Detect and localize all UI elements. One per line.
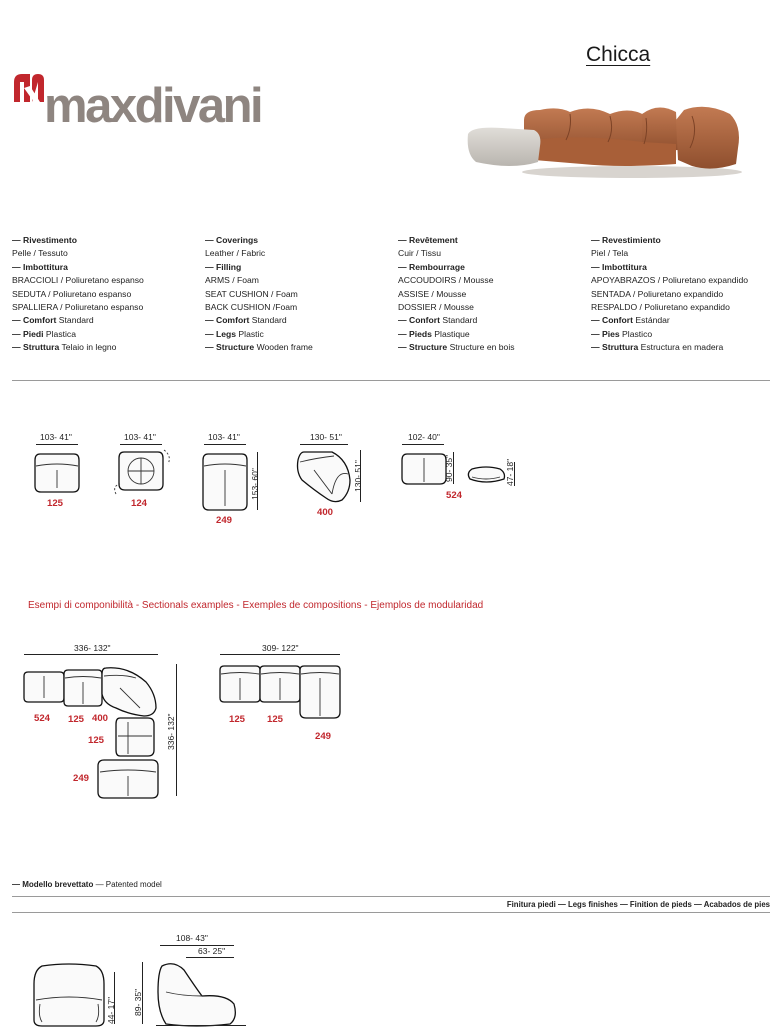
spec-value: BRACCIOLI / Poliuretano espanso	[12, 275, 144, 286]
side-seat-depth: 63- 25"	[198, 946, 226, 956]
spec-label: — Coverings	[205, 235, 259, 245]
module-524-drawing	[401, 452, 447, 486]
spec-label: — Revestimiento	[591, 235, 661, 245]
composition-b-code-249: 249	[315, 731, 332, 742]
dimension-line	[220, 654, 340, 655]
specs-spanish	[591, 234, 776, 355]
composition-a-code-400: 400	[92, 713, 109, 724]
patent-label: — Modello brevettato	[12, 880, 94, 889]
spec-line	[12, 274, 197, 287]
side-view-profile-drawing	[156, 962, 238, 1028]
spec-line	[591, 274, 776, 287]
spec-line	[591, 314, 776, 327]
spec-value: ARMS / Foam	[205, 275, 259, 286]
composition-a-code-125: 125	[68, 714, 85, 725]
sofa-photo	[462, 98, 746, 180]
spec-label: — Rivestimento	[12, 235, 77, 245]
spec-line	[398, 261, 583, 274]
spec-line	[591, 288, 776, 301]
module-524-side-drawing	[466, 465, 506, 485]
spec-line	[591, 261, 776, 274]
spec-line	[12, 314, 197, 327]
module-249-drawing	[202, 452, 248, 512]
spec-line	[205, 247, 390, 260]
spec-value: Estructura en madera	[638, 342, 724, 353]
spec-line	[12, 247, 197, 260]
spec-value: Plastico	[619, 328, 653, 339]
spec-label: — Imbottitura	[591, 261, 647, 272]
spec-label: — Comfort	[12, 315, 57, 326]
spec-value: Pelle / Tessuto	[12, 248, 68, 259]
specs-english	[205, 234, 390, 355]
spec-value: SENTADA / Poliuretano expandido	[591, 288, 724, 299]
divider	[12, 896, 770, 897]
product-title: Chicca	[586, 43, 651, 66]
spec-label: — Structure	[205, 342, 255, 353]
brand-logo-icon	[12, 72, 48, 104]
spec-value: Plastic	[236, 328, 264, 339]
spec-line	[12, 234, 197, 247]
spec-line	[591, 234, 776, 247]
dimension-line	[186, 957, 234, 958]
legs-finishes-label: Finitura piedi — Legs finishes — Finition de pieds — Acabados de pies	[506, 900, 770, 909]
spec-line	[398, 328, 583, 341]
spec-value: Standard	[249, 315, 287, 326]
module-code-124: 124	[131, 498, 148, 509]
specs-french	[398, 234, 583, 355]
module-524-height: 47- 18"	[505, 458, 515, 486]
spec-value: APOYABRAZOS / Poliuretano expandido	[591, 275, 748, 286]
module-code-524: 524	[446, 490, 463, 501]
module-400-depth: 130- 51"	[353, 460, 363, 492]
module-524-width: 102- 40"	[408, 432, 440, 442]
brand-logo	[12, 72, 292, 136]
module-524-depth: 90- 35"	[444, 454, 454, 482]
divider	[12, 380, 770, 381]
spec-line	[205, 301, 390, 314]
spec-value: Structure en bois	[447, 342, 515, 353]
composition-b-drawing	[220, 662, 342, 722]
spec-value: ASSISE / Mousse	[398, 288, 467, 299]
module-400-drawing	[296, 450, 352, 504]
spec-line	[591, 247, 776, 260]
side-view-front-drawing	[32, 964, 106, 1028]
spec-value: DOSSIER / Mousse	[398, 302, 474, 313]
spec-value: Plastica	[43, 328, 77, 339]
spec-label: — Imbottitura	[12, 261, 68, 272]
dimension-line	[300, 444, 348, 445]
spec-label: — Comfort	[205, 315, 250, 326]
module-400-width: 130- 51"	[310, 432, 342, 442]
spec-line	[12, 328, 197, 341]
module-124-drawing	[114, 446, 174, 498]
composition-a-code-125-b: 125	[88, 735, 105, 746]
spec-line	[398, 247, 583, 260]
module-code-125: 125	[47, 498, 64, 509]
examples-title: Esempi di componibilità - Sectionals examples - Exemples de compositions - Ejemplos de modularidad	[28, 600, 484, 611]
composition-a-drawing	[24, 664, 164, 800]
spec-value: Plastique	[431, 328, 470, 339]
spec-line	[205, 261, 390, 274]
patent-value: — Patented model	[93, 880, 162, 889]
dimension-line	[120, 444, 162, 445]
spec-line	[12, 288, 197, 301]
spec-value: Estándar	[633, 315, 670, 326]
side-total-height: 89- 35"	[133, 988, 143, 1016]
composition-a-depth: 336- 132"	[166, 713, 176, 750]
spec-label: — Legs	[205, 328, 237, 339]
composition-b-code-125-b: 125	[267, 714, 284, 725]
spec-value: ACCOUDOIRS / Mousse	[398, 275, 494, 286]
module-code-249: 249	[216, 515, 233, 526]
spec-value: Standard	[440, 315, 478, 326]
dimension-line	[402, 444, 444, 445]
spec-value: BACK CUSHION /Foam	[205, 302, 298, 313]
spec-label: — Filling	[205, 261, 242, 272]
spec-label: — Structure	[398, 342, 448, 353]
composition-b-width: 309- 122"	[262, 643, 299, 653]
dimension-line	[156, 1025, 246, 1026]
spec-line	[205, 234, 390, 247]
spec-line	[398, 234, 583, 247]
spec-line	[12, 341, 197, 354]
spec-label: — Rembourrage	[398, 261, 465, 272]
module-249-width: 103- 41"	[208, 432, 240, 442]
dimension-line	[24, 654, 158, 655]
specs-italian	[12, 234, 197, 355]
spec-value: Telaio in legno	[59, 342, 117, 353]
dimension-line	[176, 664, 177, 796]
spec-value: RESPALDO / Poliuretano expandido	[591, 302, 730, 313]
spec-value: SEDUTA / Poliuretano espanso	[12, 288, 132, 299]
spec-line	[205, 341, 390, 354]
patent-note	[12, 880, 162, 889]
spec-value: Piel / Tela	[591, 248, 629, 259]
divider	[12, 912, 770, 913]
spec-line	[398, 314, 583, 327]
spec-value: SEAT CUSHION / Foam	[205, 288, 298, 299]
side-total-depth: 108- 43"	[176, 933, 208, 943]
brand-name: maxdivani	[44, 79, 262, 133]
dimension-line	[204, 444, 246, 445]
spec-line	[12, 301, 197, 314]
spec-line	[591, 341, 776, 354]
composition-b-code-125: 125	[229, 714, 246, 725]
spec-value: Cuir / Tissu	[398, 248, 441, 259]
spec-label: — Struttura	[12, 342, 60, 353]
module-125-drawing	[34, 452, 80, 494]
spec-label: — Confort	[591, 315, 634, 326]
composition-a-width: 336- 132"	[74, 643, 111, 653]
spec-label: — Struttura	[591, 342, 639, 353]
spec-line	[591, 328, 776, 341]
spec-line	[398, 341, 583, 354]
spec-line	[205, 288, 390, 301]
spec-label: — Pies	[591, 328, 620, 339]
spec-line	[205, 314, 390, 327]
module-code-400: 400	[317, 507, 334, 518]
side-seat-height: 44- 17"	[106, 996, 116, 1024]
spec-label: — Pieds	[398, 328, 432, 339]
spec-line	[591, 301, 776, 314]
spec-label: — Revêtement	[398, 235, 458, 245]
spec-label: — Confort	[398, 315, 441, 326]
spec-line	[12, 261, 197, 274]
composition-a-code-524: 524	[34, 713, 51, 724]
spec-value: Leather / Fabric	[205, 248, 266, 259]
spec-line	[398, 274, 583, 287]
composition-a-code-249: 249	[73, 773, 90, 784]
module-125-width: 103- 41"	[40, 432, 72, 442]
spec-line	[398, 288, 583, 301]
spec-value: Wooden frame	[254, 342, 313, 353]
spec-line	[205, 274, 390, 287]
spec-label: — Piedi	[12, 328, 44, 339]
spec-line	[398, 301, 583, 314]
module-249-depth: 153- 60"	[250, 468, 260, 500]
module-124-width: 103- 41"	[124, 432, 156, 442]
spec-line	[205, 328, 390, 341]
spec-value: Standard	[56, 315, 94, 326]
dimension-line	[36, 444, 78, 445]
spec-value: SPALLIERA / Poliuretano espanso	[12, 302, 144, 313]
